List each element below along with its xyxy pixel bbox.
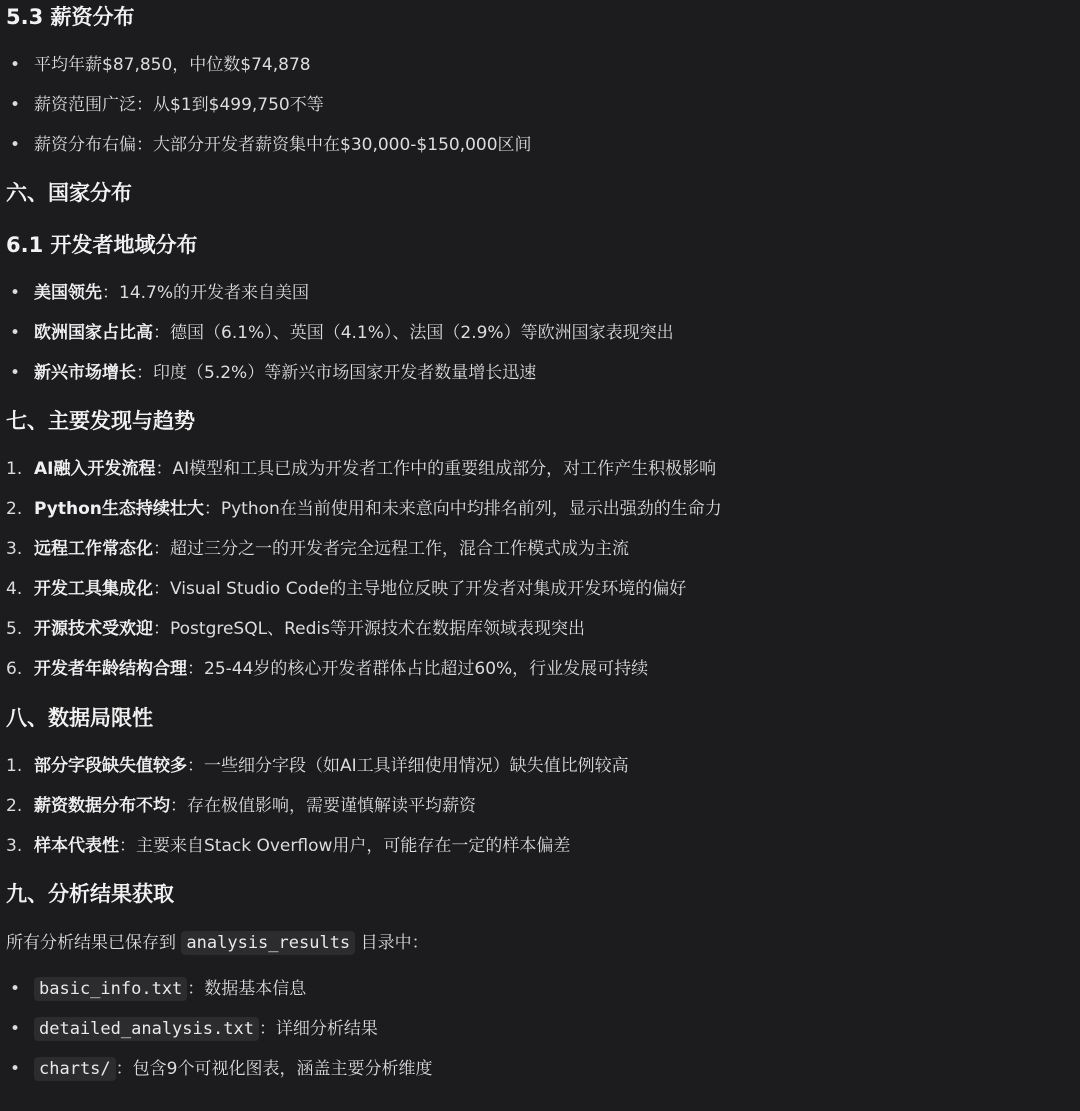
item-number: 6.: [6, 659, 23, 679]
numbered-item: [6, 456, 716, 482]
bullet-icon: •: [10, 1059, 21, 1079]
item-text: ：一些细分字段（如AI工具详细使用情况）缺失值比例较高: [187, 756, 629, 776]
item-text: ：PostgreSQL、Redis等开源技术在数据库领域表现突出: [153, 619, 585, 639]
item-text: ：25-44岁的核心开发者群体占比超过60%，行业发展可持续: [187, 659, 649, 679]
item-text: ：AI模型和工具已成为开发者工作中的重要组成部分，对工作产生积极影响: [155, 459, 717, 479]
item-label: AI融入开发流程: [34, 459, 156, 479]
list-item: [6, 360, 536, 386]
bullet-icon: •: [10, 323, 21, 343]
heading-6: 六、国家分布: [6, 181, 132, 205]
intro-paragraph: [6, 930, 429, 956]
item-label: 开源技术受欢迎: [34, 619, 153, 639]
list-item: [6, 1016, 378, 1042]
list-item: [6, 280, 309, 306]
heading-5-3: 5.3 薪资分布: [6, 5, 135, 29]
list-item-text: 平均年薪$87,850，中位数$74,878: [34, 55, 311, 75]
item-number: 3.: [6, 836, 23, 856]
numbered-item: [6, 496, 722, 522]
list-item: [6, 1056, 432, 1082]
item-label: 样本代表性: [34, 836, 119, 856]
bullet-icon: •: [10, 283, 21, 303]
list-item: [6, 52, 311, 78]
list-item-text: ：数据基本信息: [187, 979, 307, 999]
item-number: 4.: [6, 579, 23, 599]
list-item-label: 美国领先: [34, 283, 102, 303]
intro-text: 目录中：: [355, 933, 429, 953]
list-item-text: 薪资范围广泛：从$1到$499,750不等: [34, 95, 324, 115]
item-label: 薪资数据分布不均: [34, 796, 170, 816]
list-item-text: ：详细分析结果: [258, 1019, 378, 1039]
item-text: ：Visual Studio Code的主导地位反映了开发者对集成开发环境的偏好: [153, 579, 687, 599]
inline-code: detailed_analysis.txt: [34, 1017, 259, 1041]
item-label: Python生态持续壮大: [34, 499, 204, 519]
item-number: 2.: [6, 796, 23, 816]
list-item-text: ：包含9个可视化图表，涵盖主要分析维度: [115, 1059, 433, 1079]
numbered-item: [6, 656, 648, 682]
item-label: 开发者年龄结构合理: [34, 659, 187, 679]
numbered-item: [6, 753, 629, 779]
item-number: 3.: [6, 539, 23, 559]
numbered-item: [6, 793, 476, 819]
list-item-text: ：德国（6.1%）、英国（4.1%）、法国（2.9%）等欧洲国家表现突出: [153, 323, 674, 343]
bullet-icon: •: [10, 55, 21, 75]
list-item-text: ：印度（5.2%）等新兴市场国家开发者数量增长迅速: [136, 363, 537, 383]
bullet-icon: •: [10, 363, 21, 383]
numbered-item: [6, 536, 629, 562]
list-item-label: 新兴市场增长: [34, 363, 136, 383]
heading-6-1: 6.1 开发者地域分布: [6, 233, 198, 257]
item-number: 5.: [6, 619, 23, 639]
list-item-text: 薪资分布右偏：大部分开发者薪资集中在$30,000-$150,000区间: [34, 135, 532, 155]
heading-9: 九、分析结果获取: [6, 882, 174, 906]
item-text: ：超过三分之一的开发者完全远程工作，混合工作模式成为主流: [153, 539, 629, 559]
bullet-icon: •: [10, 135, 21, 155]
item-number: 1.: [6, 756, 23, 776]
item-text: ：主要来自Stack Overflow用户，可能存在一定的样本偏差: [119, 836, 571, 856]
item-number: 2.: [6, 499, 23, 519]
list-item: [6, 976, 306, 1002]
bullet-icon: •: [10, 1019, 21, 1039]
intro-text: 所有分析结果已保存到: [6, 933, 182, 953]
list-item: [6, 320, 674, 346]
bullet-icon: •: [10, 979, 21, 999]
bullet-icon: •: [10, 95, 21, 115]
numbered-item: [6, 833, 570, 859]
list-item-label: 欧洲国家占比高: [34, 323, 153, 343]
heading-7: 七、主要发现与趋势: [6, 409, 195, 433]
inline-code: analysis_results: [181, 931, 355, 955]
numbered-item: [6, 616, 585, 642]
item-label: 部分字段缺失值较多: [34, 756, 187, 776]
item-text: ：存在极值影响，需要谨慎解读平均薪资: [170, 796, 476, 816]
item-number: 1.: [6, 459, 23, 479]
numbered-item: [6, 576, 686, 602]
item-label: 远程工作常态化: [34, 539, 153, 559]
item-label: 开发工具集成化: [34, 579, 153, 599]
inline-code: basic_info.txt: [34, 977, 187, 1001]
inline-code: charts/: [34, 1057, 116, 1081]
item-text: ：Python在当前使用和未来意向中均排名前列，显示出强劲的生命力: [203, 499, 722, 519]
list-item: [6, 132, 532, 158]
list-item-text: ：14.7%的开发者来自美国: [102, 283, 310, 303]
heading-8: 八、数据局限性: [6, 706, 153, 730]
list-item: [6, 92, 324, 118]
